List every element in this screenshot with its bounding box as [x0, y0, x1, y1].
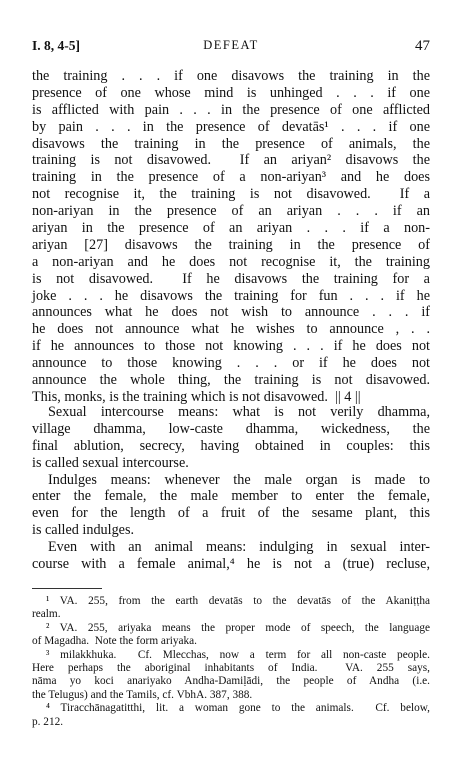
text-line: non-ariyan in the presence of an ariyan . . . if an [32, 203, 430, 220]
footnote-rule [32, 588, 102, 589]
text-line: Indulges means: whenever the male organ is made to [48, 471, 430, 488]
text-line: even for the length of a fruit of the sesame plant, this [32, 505, 430, 522]
text-line: village dhamma, low-caste dhamma, wickedness, the [32, 420, 430, 437]
text-line: course with a female animal,⁴ he is not a (true) recluse, [32, 556, 430, 573]
text-line: is not disavowed. If he disavows the training for a [32, 270, 430, 287]
text-line: Even with an animal means: indulging in sexual inter- [48, 539, 430, 556]
text-line: ariyan [27] disavows the training in the presence of [32, 236, 430, 253]
footnote-line: Here perhaps the aboriginal inhabitants of India. VA. 255 says, [32, 661, 430, 674]
chapter-title: DEFEAT [203, 38, 259, 52]
footnote-line: of Magadha. Note the form ariyaka. [32, 635, 197, 648]
footnote-line: the Telugus) and the Tamils, cf. VbhA. 387, 388. [32, 688, 253, 701]
text-line: announces what he does not wish to announce . . . if [32, 304, 430, 321]
text-line: he does not announce what he wishes to announce , . . [32, 321, 430, 338]
footnote-line: nāma yo koci anariyako Andha-Damiḷādi, the people of Andha (i.e. [32, 675, 430, 688]
page-number: 47 [415, 38, 430, 54]
text-line: is called indulges. [32, 522, 135, 539]
footnote-line: ¹ VA. 255, from the earth devatās to the devatās of the Akaniṭṭha [46, 595, 430, 607]
running-head [32, 38, 430, 58]
text-line: is afflicted with pain . . . in the presence of one afflicted [32, 101, 430, 118]
footnote-line: ³ milakkhuka. Cf. Mlecchas, now a term for all non-caste people. [46, 648, 430, 661]
text-line: if he announces to those not knowing . . . if he does not [32, 338, 430, 355]
text-line: by pain . . . in the presence of devatās¹ . . . if one [32, 118, 430, 135]
text-line: announce to those knowing . . . or if he does not [32, 355, 430, 372]
text-line: This, monks, is the training which is not disavowed. || 4 || [32, 388, 361, 405]
footnote-line: p. 212. [32, 715, 64, 728]
text-line: enter the female, the male member to enter the female, [32, 488, 430, 505]
footnote-line: ² VA. 255, ariyaka means the proper mode of speech, the language [46, 621, 430, 634]
text-line: Sexual intercourse means: what is not verily dhamma, [48, 404, 430, 420]
paragraph-disavowal [32, 68, 430, 406]
footnotes [32, 595, 430, 729]
text-line: presence of one whose mind is unhinged . . . if one [32, 84, 430, 101]
text-line: announce the whole thing, the training is not disavowed. [32, 372, 430, 389]
text-line: training in the presence of a non-ariyan³ and he does [32, 169, 430, 186]
text-line: training is not disavowed. If an ariyan² disavows the [32, 152, 430, 169]
footnote-line: realm. [32, 608, 61, 621]
text-line: not recognise it, the training is not disavowed. If a [32, 186, 430, 203]
text-line: disavows the training in the presence of animals, the [32, 135, 430, 152]
section-reference: I. 8, 4-5] [32, 38, 80, 53]
text-line: the training . . . if one disavows the training in the [32, 68, 430, 84]
text-line: final ablution, secrecy, having obtained in couples: this [32, 437, 430, 454]
paragraph-definitions [32, 404, 430, 573]
footnote-line: ⁴ Tiracchānagatitthi, lit. a woman gone to the animals. Cf. below, [46, 702, 430, 715]
text-line: is called sexual intercourse. [32, 454, 189, 471]
text-line: ariyan in the presence of an ariyan . . . if a non- [32, 220, 430, 237]
text-line: joke . . . he disavows the training for fun . . . if he [32, 287, 430, 304]
text-line: a non-ariyan and he does not recognise it, the training [32, 253, 430, 270]
